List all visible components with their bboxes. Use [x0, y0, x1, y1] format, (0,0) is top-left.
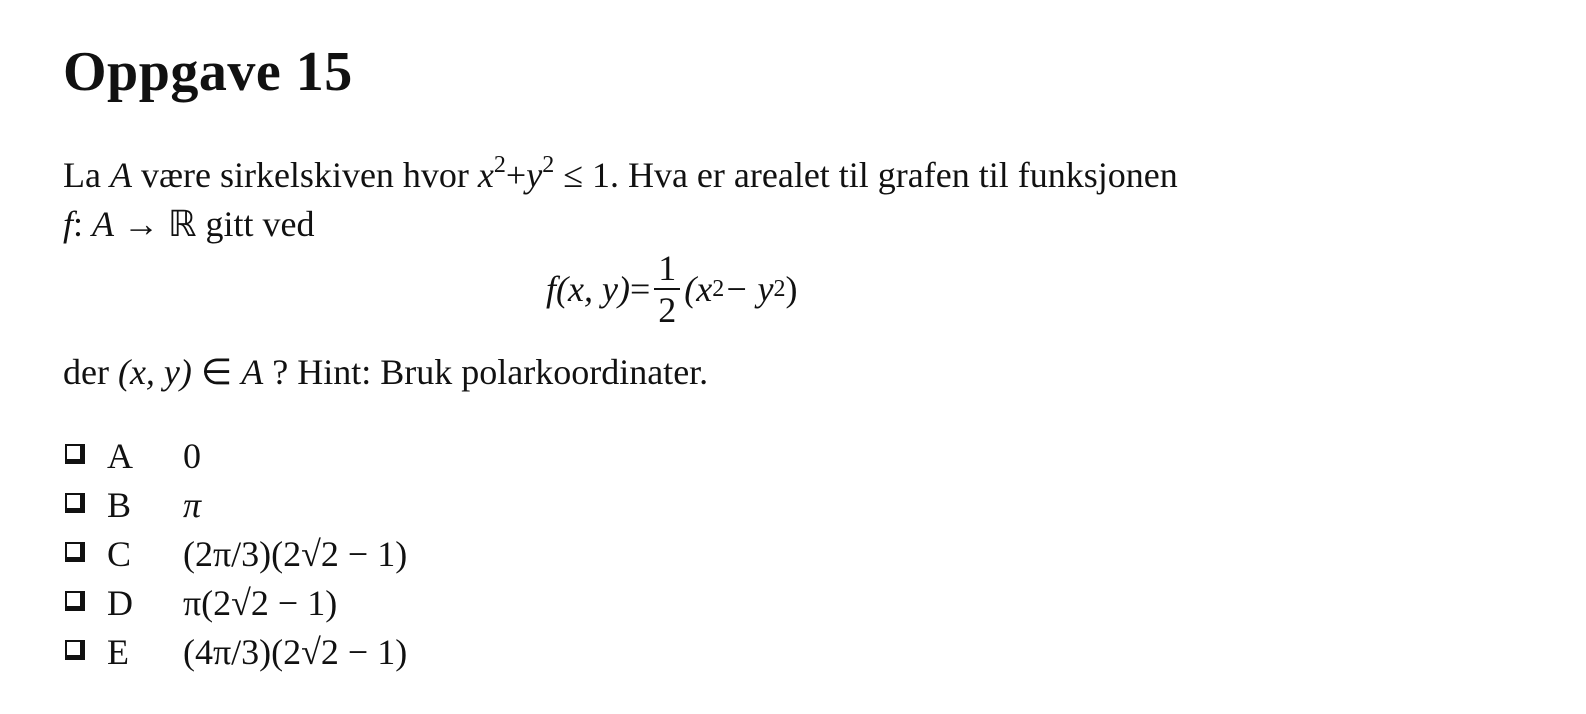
question-line-2 [63, 206, 315, 242]
display-formula: f (x, y) = $\frac{1}{2}$ (x 2 − y 2 ) [546, 248, 798, 330]
checkbox[interactable] [65, 493, 85, 513]
denominator: 2 [658, 290, 677, 330]
question-line-3 [63, 354, 708, 390]
text: være sirkelskiven hvor [131, 155, 478, 195]
checkbox[interactable] [65, 444, 85, 464]
checkbox[interactable] [65, 640, 85, 660]
choice-letter: E [107, 632, 129, 672]
text: ? Hint: Bruk polarkoordinater. [263, 352, 709, 392]
set-symbol: A [92, 204, 115, 244]
exponent: 2 [493, 152, 506, 178]
text: La [63, 155, 110, 195]
numerator: 1 [658, 248, 677, 288]
text: ≤ 1. Hva er arealet til grafen til funksjonen [554, 155, 1178, 195]
function-symbol: f [546, 269, 557, 309]
equals-sign: = [629, 269, 651, 309]
choice-value: π(2√2 − 1) [183, 583, 338, 623]
rhs-open: (x [684, 269, 713, 309]
set-symbol: A [241, 352, 264, 392]
point-xy: (x, y) [117, 352, 192, 392]
choice-letter: D [107, 583, 133, 623]
var-y: y [526, 155, 543, 195]
page-title: Oppgave 15 [63, 41, 353, 103]
choice-value: (2π/3)(2√2 − 1) [183, 534, 408, 574]
text: der [63, 352, 118, 392]
text: → ℝ gitt ved [114, 204, 315, 244]
choice-value: π [183, 485, 202, 525]
rhs-minus: − y [724, 269, 774, 309]
set-symbol: A [109, 155, 132, 195]
question-line-1 [63, 152, 1178, 195]
choice-letter: B [107, 485, 132, 525]
function-args: (x, y) [556, 269, 630, 309]
rhs-close: ) [785, 269, 798, 309]
exponent: 2 [542, 152, 555, 178]
fraction [654, 248, 680, 330]
element-of: ∈ [191, 352, 242, 392]
function-symbol: f [63, 204, 74, 244]
colon: : [73, 204, 93, 244]
plus-sign: + [505, 155, 527, 195]
var-x: x [477, 155, 494, 195]
choice-letter: A [107, 436, 133, 476]
choice-value: 0 [183, 436, 201, 476]
choice-letter: C [107, 534, 132, 574]
choice-value: (4π/3)(2√2 − 1) [183, 632, 408, 672]
checkbox[interactable] [65, 542, 85, 562]
checkbox[interactable] [65, 591, 85, 611]
